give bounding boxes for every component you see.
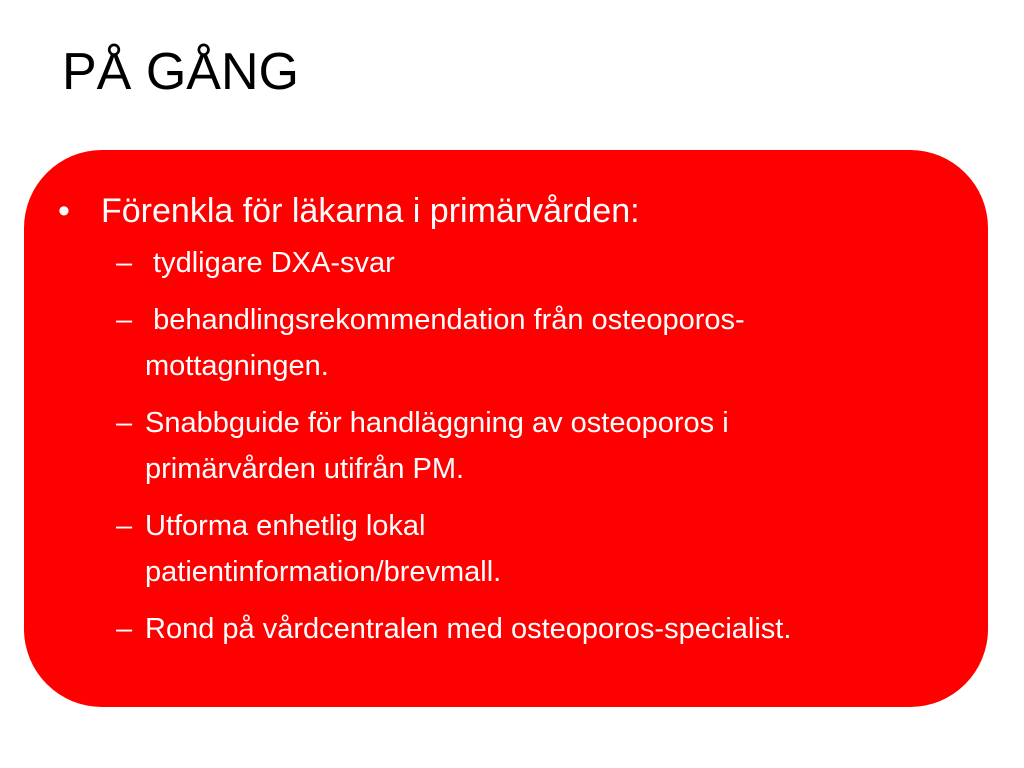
sub-item — [56, 400, 986, 492]
dash-marker: – — [116, 247, 133, 279]
sub-item — [56, 240, 986, 286]
sub-item — [56, 503, 986, 595]
dash-marker: – — [116, 304, 133, 336]
content-list — [56, 186, 986, 663]
sub-item-text: Utforma enhetlig lokal patientinformation/brevmall. — [145, 510, 502, 588]
sub-item-text: Rond på vårdcentralen med osteoporos-specialist. — [145, 613, 792, 645]
sub-item — [56, 606, 986, 652]
bullet-item — [56, 186, 986, 236]
sub-item-text — [145, 297, 915, 389]
dash-marker: – — [116, 510, 133, 542]
sub-item-text: tydligare DXA-svar — [145, 247, 395, 279]
sub-item-text: Snabbguide för handläggning av osteoporos i primärvården utifrån PM. — [145, 407, 729, 485]
sub-item-text-content: behandlingsrekommendation från osteoporos-mottagningen. — [145, 304, 745, 382]
dash-marker: – — [116, 613, 133, 645]
bullet-text: Förenkla för läkarna i primärvården: — [101, 192, 640, 230]
bullet-marker: • — [58, 192, 70, 230]
sub-list — [56, 240, 986, 652]
sub-item — [56, 297, 986, 389]
slide-title: PÅ GÅNG — [62, 43, 299, 101]
dash-marker: – — [116, 407, 133, 439]
